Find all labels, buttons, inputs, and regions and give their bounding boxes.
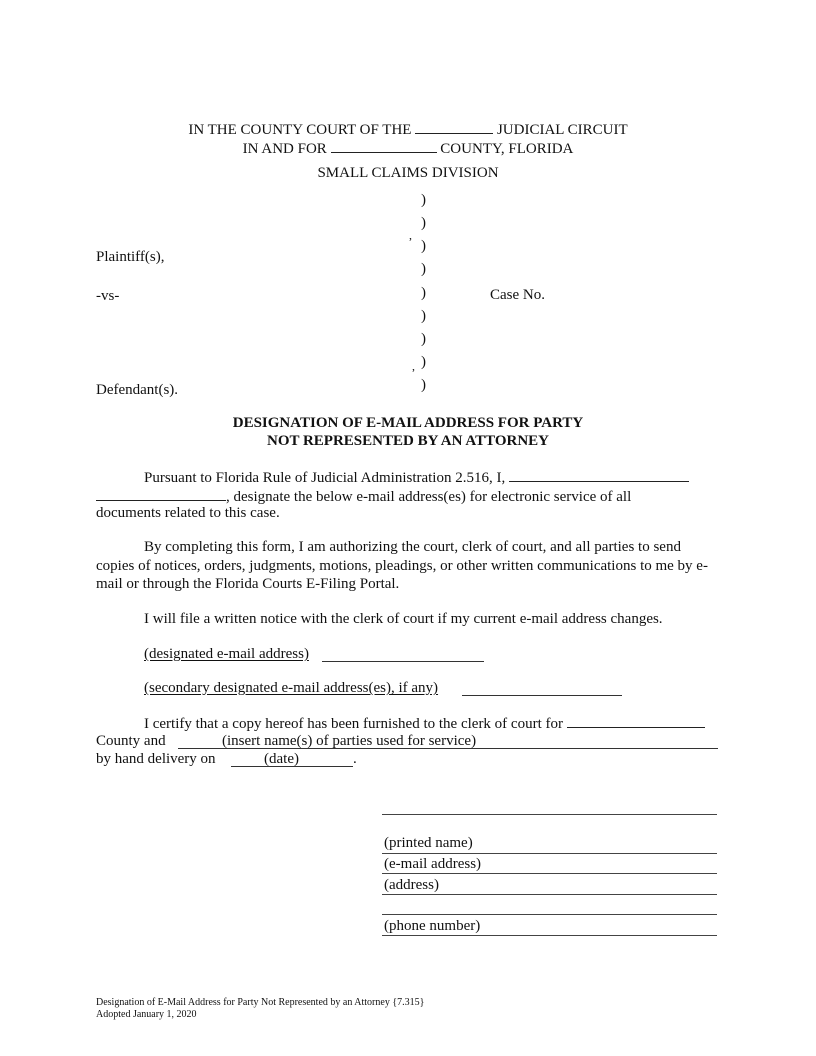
address-line[interactable] [382, 894, 717, 895]
address-line-2[interactable] [382, 914, 717, 915]
certificate-line2: County and [96, 733, 166, 749]
email-address-label: (e-mail address) [384, 856, 482, 872]
case-number-label: Case No. [490, 287, 545, 303]
caption-paren: ) [421, 377, 426, 393]
p1-line3: documents related to this case. [96, 505, 280, 521]
division-title: SMALL CLAIMS DIVISION [317, 165, 499, 181]
service-county-blank[interactable] [567, 713, 705, 728]
caption-paren: ) [421, 192, 426, 208]
secondary-email-line [462, 695, 622, 696]
caption-paren: ) [421, 308, 426, 324]
certificate-line3: by hand delivery on [96, 751, 216, 767]
secondary-email-field[interactable]: (secondary designated e-mail address(es), if any) [144, 680, 439, 696]
certificate-line1: I certify that a copy hereof has been furnished to the clerk of court for [144, 713, 705, 733]
caption-comma: , [412, 359, 415, 373]
form-title-line2: NOT REPRESENTED BY AN ATTORNEY [266, 433, 549, 449]
court-header-line1: IN THE COUNTY COURT OF THE JUDICIAL CIRCUIT [0, 119, 816, 139]
footer-form-title: Designation of E-Mail Address for Party Not Represented by an Attorney {7.315} [96, 997, 425, 1008]
address-label: (address) [384, 877, 439, 893]
notice-paragraph: I will file a written notice with the clerk of court if my current e-mail address changes. [144, 611, 663, 627]
caption-paren: ) [421, 238, 426, 254]
primary-email-field[interactable]: (designated e-mail address) [144, 646, 309, 662]
authorization-paragraph: By completing this form, I am authorizing the court, clerk of court, and all parties to send copies of notices, orders, judgments, motions, pleadings, or other written communications to me by e-mail or through the Florida Courts E-Filing Portal. [96, 539, 708, 592]
p1-line1: Pursuant to Florida Rule of Judicial Administration 2.516, I, [144, 467, 689, 487]
printed-name-line[interactable] [382, 853, 717, 854]
email-address-line[interactable] [382, 873, 717, 874]
form-title-line1: DESIGNATION OF E-MAIL ADDRESS FOR PARTY [232, 415, 584, 431]
service-date-field[interactable]: (date) [264, 751, 299, 767]
service-parties-field[interactable]: (insert name(s) of parties used for service) [222, 733, 477, 749]
plaintiff-label: Plaintiff(s), [96, 249, 165, 265]
caption-paren: ) [421, 354, 426, 370]
signature-line[interactable] [382, 814, 717, 815]
circuit-blank[interactable] [415, 119, 493, 134]
county-blank[interactable] [331, 138, 437, 153]
phone-number-line[interactable] [382, 935, 717, 936]
caption-paren: ) [421, 215, 426, 231]
p1-line2: , designate the below e-mail address(es) for electronic service of all [96, 486, 631, 506]
footer-adopted-date: Adopted January 1, 2020 [96, 1009, 197, 1020]
primary-email-line [322, 661, 484, 662]
caption-comma: , [409, 228, 412, 242]
phone-number-label: (phone number) [384, 918, 481, 934]
party-name-blank[interactable] [509, 467, 689, 482]
vs-label: -vs- [96, 288, 120, 304]
certificate-period: . [353, 751, 357, 767]
printed-name-label: (printed name) [384, 835, 473, 851]
caption-paren: ) [421, 331, 426, 347]
party-name-blank-cont[interactable] [96, 486, 226, 501]
court-header-line2: IN AND FOR COUNTY, FLORIDA [0, 138, 816, 158]
caption-paren: ) [421, 285, 426, 301]
defendant-label: Defendant(s). [96, 382, 179, 398]
caption-paren: ) [421, 261, 426, 277]
